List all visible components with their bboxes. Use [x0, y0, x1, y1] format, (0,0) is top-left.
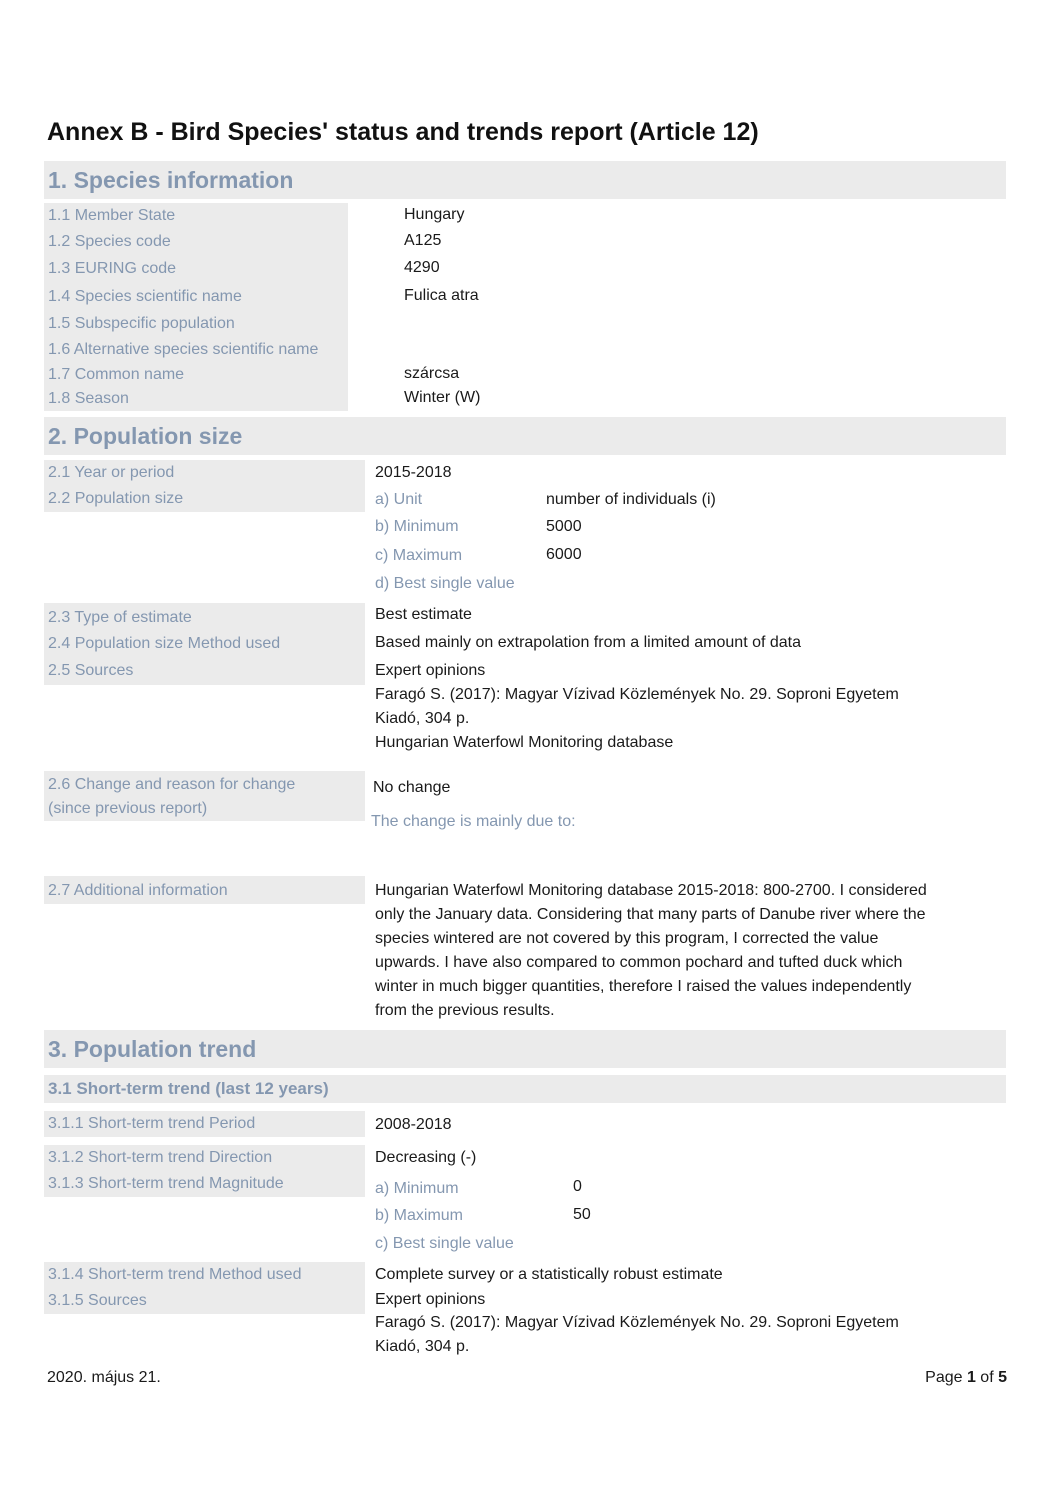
section-heading-population-size: 2. Population size — [44, 417, 1006, 455]
page-current: 1 — [966, 1369, 976, 1386]
label-trend-maximum: b) Maximum — [375, 1207, 464, 1224]
label-minimum: b) Minimum — [375, 518, 459, 535]
label-unit: a) Unit — [375, 491, 423, 508]
trend-period-label-box — [44, 1111, 365, 1137]
label-trend-minimum: a) Minimum — [375, 1180, 459, 1197]
label-type-of-estimate: 2.3 Type of estimate — [48, 609, 192, 626]
label-season: 1.8 Season — [48, 390, 129, 407]
trend-method-labels — [44, 1262, 365, 1314]
value-common-name: szárcsa — [404, 365, 460, 382]
trend-source-line: Faragó S. (2017): Magyar Vízivad Közlemények No. 29. Soproni Egyetem — [375, 1314, 899, 1331]
additional-line: species wintered are not covered by this program, I corrected the value — [375, 930, 879, 947]
value-trend-direction: Decreasing (-) — [375, 1149, 477, 1166]
additional-info-labels — [44, 876, 365, 904]
label-species-code: 1.2 Species code — [48, 233, 171, 250]
value-type-of-estimate: Best estimate — [375, 606, 472, 623]
label-sources: 2.5 Sources — [48, 662, 134, 679]
label-best-single-value: d) Best single value — [375, 575, 515, 592]
value-species-scientific-name: Fulica atra — [404, 287, 479, 304]
label-alternative-name: 1.6 Alternative species scientific name — [48, 341, 319, 358]
trend-direction-labels — [44, 1145, 365, 1197]
trend-source-line: Expert opinions — [375, 1291, 486, 1308]
value-method-used: Based mainly on extrapolation from a limited amount of data — [375, 634, 802, 651]
label-member-state: 1.1 Member State — [48, 207, 176, 224]
subsection-heading-short-term-trend: 3.1 Short-term trend (last 12 years) — [44, 1075, 1006, 1103]
label-additional-information: 2.7 Additional information — [48, 882, 228, 899]
value-member-state: Hungary — [404, 206, 465, 223]
population-size-labels — [44, 460, 365, 512]
value-change: No change — [373, 779, 451, 796]
source-line: Expert opinions — [375, 662, 486, 679]
additional-line: upwards. I have also compared to common pochard and tufted duck which — [375, 954, 903, 971]
label-trend-sources: 3.1.5 Sources — [48, 1292, 147, 1309]
label-species-scientific-name: 1.4 Species scientific name — [48, 288, 242, 305]
source-line: Faragó S. (2017): Magyar Vízivad Közlemények No. 29. Soproni Egyetem — [375, 686, 899, 703]
label-euring-code: 1.3 EURING code — [48, 260, 177, 277]
value-trend-period: 2008-2018 — [375, 1116, 452, 1133]
value-euring-code: 4290 — [404, 259, 440, 276]
additional-information-text — [375, 879, 1005, 1023]
label-trend-method: 3.1.4 Short-term trend Method used — [48, 1266, 302, 1283]
source-line: Kiadó, 304 p. — [375, 710, 470, 727]
label-trend-period: 3.1.1 Short-term trend Period — [48, 1115, 256, 1132]
value-unit: number of individuals (i) — [546, 491, 716, 508]
additional-line: Hungarian Waterfowl Monitoring database 2015-2018: 800-2700. I considered — [375, 882, 927, 899]
source-line: Hungarian Waterfowl Monitoring database — [375, 734, 674, 751]
value-trend-method: Complete survey or a statistically robust estimate — [375, 1266, 723, 1283]
label-trend-direction: 3.1.2 Short-term trend Direction — [48, 1149, 273, 1166]
value-species-code: A125 — [404, 232, 442, 249]
value-maximum: 6000 — [546, 546, 582, 563]
footer-date: 2020. május 21. — [47, 1369, 161, 1386]
label-year-or-period: 2.1 Year or period — [48, 464, 175, 481]
additional-line: from the previous results. — [375, 1002, 555, 1019]
value-period: 2015-2018 — [375, 464, 452, 481]
value-minimum: 5000 — [546, 518, 582, 535]
page-number — [925, 1369, 1007, 1387]
label-trend-magnitude: 3.1.3 Short-term trend Magnitude — [48, 1175, 284, 1192]
page-of: of — [975, 1369, 999, 1386]
trend-source-line: Kiadó, 304 p. — [375, 1338, 470, 1355]
value-trend-minimum: 0 — [573, 1178, 582, 1195]
change-labels — [44, 771, 365, 821]
label-change: 2.6 Change and reason for change — [48, 776, 296, 793]
additional-line: only the January data. Considering that many parts of Danube river where the — [375, 906, 926, 923]
label-population-size: 2.2 Population size — [48, 490, 184, 507]
label-change-since: (since previous report) — [48, 800, 208, 817]
value-trend-maximum: 50 — [573, 1206, 591, 1223]
section-heading-species-information: 1. Species information — [44, 161, 1006, 199]
section-heading-population-trend: 3. Population trend — [44, 1030, 1006, 1068]
value-season: Winter (W) — [404, 389, 481, 406]
page-prefix: Page — [925, 1369, 967, 1386]
label-subspecific-population: 1.5 Subspecific population — [48, 315, 235, 332]
label-change-reason: The change is mainly due to: — [371, 813, 576, 830]
page-title: Annex B - Bird Species' status and trends report (Article 12) — [47, 118, 759, 146]
label-trend-best-single-value: c) Best single value — [375, 1235, 514, 1252]
additional-line: winter in much bigger quantities, therefore I raised the values independently — [375, 978, 912, 995]
page-total: 5 — [998, 1369, 1007, 1386]
label-common-name: 1.7 Common name — [48, 366, 185, 383]
estimate-labels — [44, 603, 365, 685]
species-info-labels — [44, 203, 348, 411]
label-method-used: 2.4 Population size Method used — [48, 635, 281, 652]
label-maximum: c) Maximum — [375, 547, 463, 564]
